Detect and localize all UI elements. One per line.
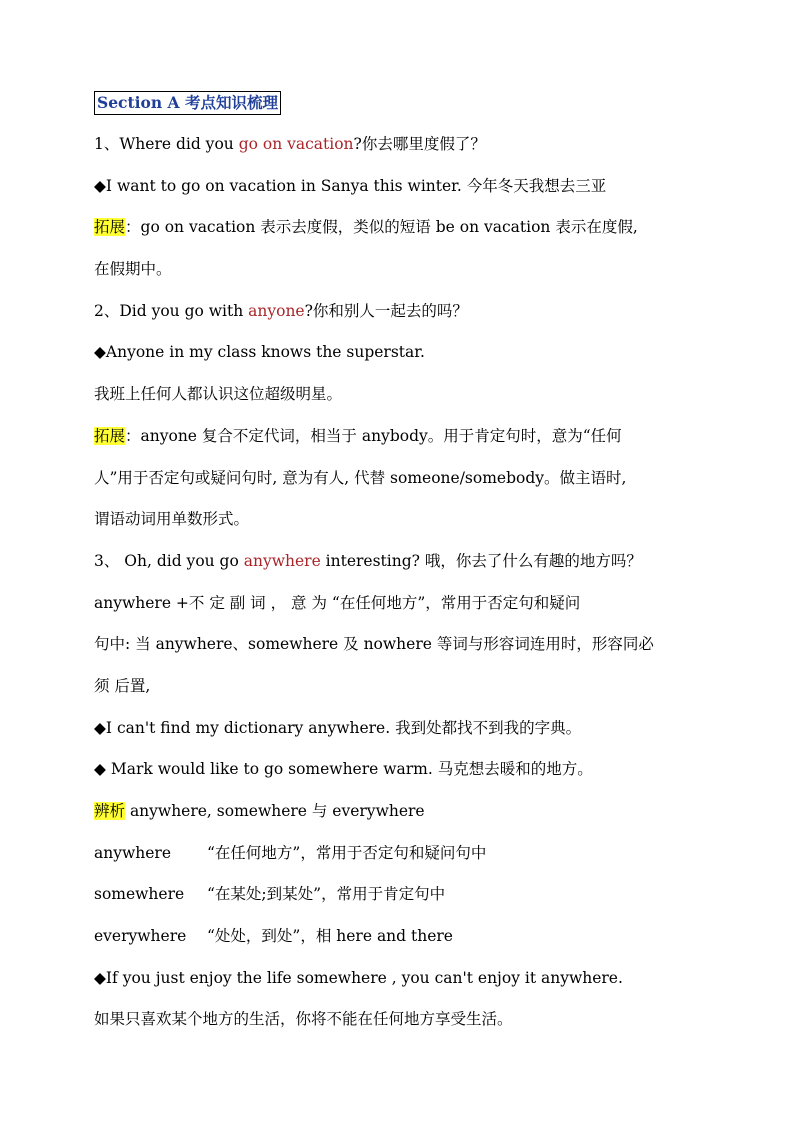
q2-note-text1: ：anyone 复合不定代词，相当于 anybody。用于肯定句时，意为“任何: [125, 426, 622, 445]
q3-compare-title: anywhere, somewhere 与 everywhere: [125, 802, 425, 820]
compare-word: somewhere: [94, 885, 185, 904]
q1-note-text1: ：go on vacation 表示去度假，类似的短语 be on vacation 表示在度假,: [125, 218, 638, 237]
q3-tag: 辨析: [94, 802, 126, 820]
q3-example3-cn: 如果只喜欢某个地方的生活，你将不能在任何地方享受生活。: [94, 1010, 513, 1029]
q2-note-line1: [94, 416, 706, 458]
compare-row: [94, 874, 706, 916]
q3-prefix: 3、 Oh, did you go: [94, 551, 244, 570]
q3-note-line3: 须 后置,: [94, 676, 151, 695]
q1-prefix: 1、Where did you: [94, 135, 239, 153]
q1-note-line2: 在假期中。: [94, 260, 172, 279]
q3-note-line1: anywhere +不 定 副 词 ， 意 为 “在任何地方”，常用于否定句和疑问: [94, 593, 581, 612]
compare-word: everywhere: [94, 927, 187, 946]
q1-note-line1: [94, 207, 706, 249]
q3-example1: ◆I can't find my dictionary anywhere. 我到处都找不到我的字典。: [94, 718, 582, 737]
compare-meaning: “在任何地方”，常用于否定句和疑问句中: [207, 843, 487, 862]
q3-line: [94, 541, 706, 583]
q2-keyword: anyone: [248, 301, 305, 320]
q1-line: [94, 124, 706, 166]
q1-example: ◆I want to go on vacation in Sanya this winter. 今年冬天我想去三亚: [94, 176, 607, 195]
compare-meaning: “在某处;到某处”，常用于肯定句中: [207, 885, 446, 904]
q1-tag: 拓展: [94, 218, 126, 237]
q2-note-line3: 谓语动词用单数形式。: [94, 510, 250, 529]
q3-suffix: interesting? 哦，你去了什么有趣的地方吗？: [320, 551, 642, 570]
q2-tag: 拓展: [94, 426, 126, 445]
q2-suffix: ?你和别人一起去的吗？: [304, 301, 468, 320]
q3-keyword: anywhere: [243, 551, 321, 570]
document-page: [94, 82, 706, 1041]
q2-note-line2: 人”用于否定句或疑问句时, 意为有人, 代替 someone/somebody。做主语时,: [94, 468, 627, 487]
q1-keyword: go on vacation: [238, 135, 354, 153]
q2-line: [94, 291, 706, 333]
compare-row: [94, 916, 706, 958]
q1-suffix: ?你去哪里度假了？: [353, 135, 486, 153]
q2-example: ◆Anyone in my class knows the superstar.: [94, 343, 425, 362]
compare-row: [94, 833, 706, 875]
q2-example-cn: 我班上任何人都认识这位超级明星。: [94, 385, 343, 404]
section-title: Section A 考点知识梳理: [94, 91, 281, 115]
q2-prefix: 2、Did you go with: [94, 301, 249, 320]
q3-compare-line: [94, 791, 706, 833]
q3-note-line2: 句中: 当 anywhere、somewhere 及 nowhere 等词与形容词连用时，形容同必: [94, 635, 654, 654]
compare-meaning: “处处，到处”，相 here and there: [207, 927, 453, 946]
section-heading-line: [94, 82, 706, 124]
compare-word: anywhere: [94, 843, 171, 862]
q3-example2: ◆ Mark would like to go somewhere warm. 马克想去暖和的地方。: [94, 760, 593, 779]
q3-example3: ◆If you just enjoy the life somewhere , you can't enjoy it anywhere.: [94, 968, 623, 987]
